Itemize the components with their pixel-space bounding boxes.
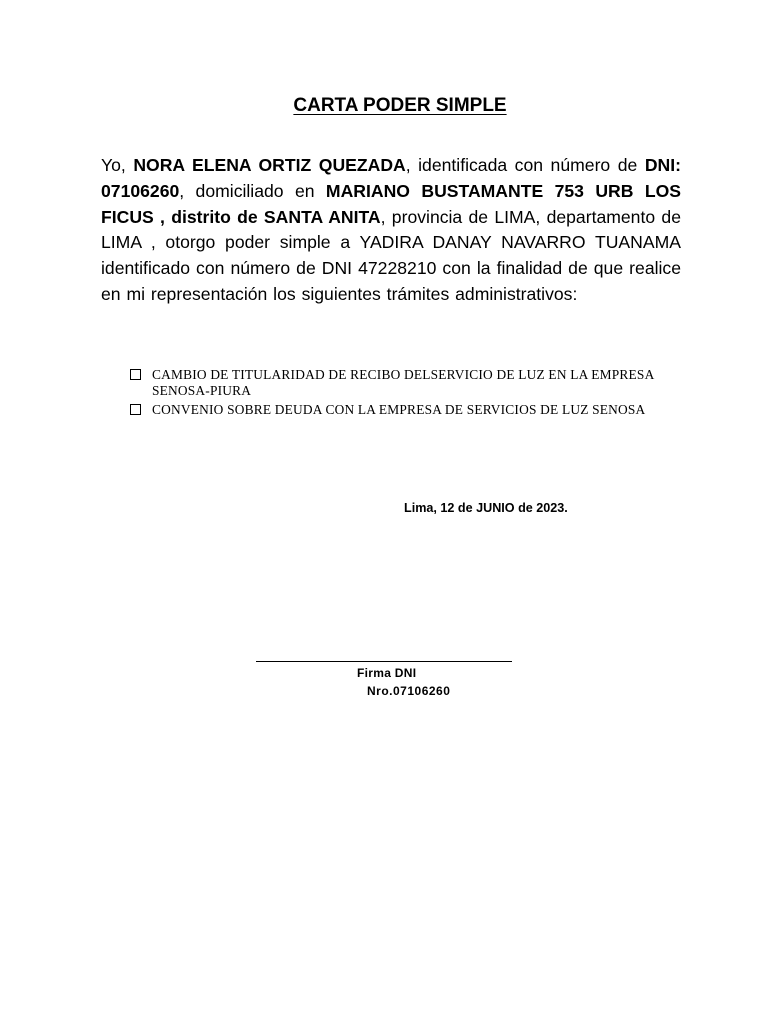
text-domiciled: , domiciliado en [179,180,326,201]
signature-dni-number: Nro.07106260 [367,684,451,698]
list-item [129,402,689,418]
list-item-text: CONVENIO SOBRE DEUDA CON LA EMPRESA DE SERVICIOS DE LUZ SENOSA [152,402,646,417]
checkbox-icon [130,369,141,380]
text-identified: , identificada con número de [405,155,645,175]
text-grant: , provincia de LIMA, departamento de LIMA , otorgo poder simple a YADIRA DANAY NAVARRO TUANAMA identificado con número de DNI 47228210 con la finalidad de que realice en mi representación los siguientes trámites administrativos: [101,206,681,304]
list-item-text: CAMBIO DE TITULARIDAD DE RECIBO DELSERVICIO DE LUZ EN LA EMPRESA SENOSA-PIURA [152,367,654,398]
grantor-address: MARIANO BUSTAMANTE 753 URB LOS FICUS , distrito de SANTA ANITA [101,180,681,227]
document-title: CARTA PODER SIMPLE [293,95,507,116]
signature-line [256,661,512,662]
grantor-dni: DNI: 07106260 [101,155,681,201]
text-intro: Yo, [101,155,134,175]
checkbox-icon [130,404,141,415]
procedures-list [129,367,689,421]
grantor-name: NORA ELENA ORTIZ QUEZADA [133,155,406,175]
list-item [129,367,689,399]
signature-label: Firma DNI [357,666,417,680]
body-paragraph [101,153,681,308]
document-date: Lima, 12 de JUNIO de 2023. [404,501,568,515]
